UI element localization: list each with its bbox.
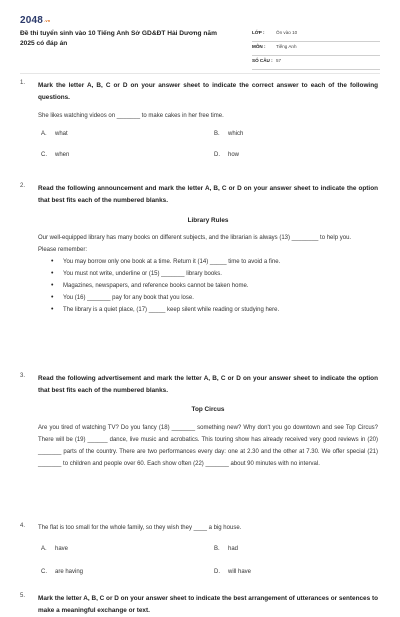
document-header <box>20 15 380 70</box>
question-body <box>38 593 378 617</box>
logo-text: 2048 <box>20 15 44 26</box>
option-text: which <box>228 131 244 137</box>
question-body <box>38 523 378 590</box>
option-b[interactable] <box>214 131 243 137</box>
bullet-icon: • <box>51 306 54 313</box>
question-number: 1. <box>20 80 26 86</box>
question-instruction: Read the following advertisement and mark the letter A, B, C or D on your answer sheet to indicate the option that best fits each of the numbered blanks. <box>38 375 378 394</box>
list-item <box>38 292 378 304</box>
list-item-text: You must not write, underline or (15) _______ library books. <box>63 271 222 277</box>
option-letter: A. <box>41 131 47 137</box>
passage-remember: Please remember: <box>38 247 88 253</box>
question-body <box>38 373 378 470</box>
question-number: 4. <box>20 523 26 529</box>
list-item <box>38 280 378 292</box>
bullet-icon: • <box>51 270 54 277</box>
option-text: will have <box>228 569 252 575</box>
question-number: 3. <box>20 373 26 379</box>
option-letter: A. <box>41 546 47 552</box>
meta-value: Ôn vào 10 <box>276 30 298 35</box>
option-c[interactable] <box>41 152 69 158</box>
option-a[interactable] <box>41 546 68 552</box>
option-text: what <box>55 131 68 137</box>
question-number: 2. <box>20 183 26 189</box>
option-text: how <box>228 152 240 158</box>
option-text: are having <box>55 569 84 575</box>
site-logo[interactable] <box>20 15 50 26</box>
option-c[interactable] <box>41 569 83 575</box>
question-sentence: She likes watching videos on _______ to make cakes in her free time. <box>38 113 224 119</box>
meta-row-subject <box>252 43 380 56</box>
meta-row-count <box>252 57 380 70</box>
logo-suffix: .vn <box>44 17 51 23</box>
option-text: when <box>55 152 70 158</box>
list-item-text: You may borrow only one book at a time. Return it (14) _____ time to avoid a fine. <box>63 259 281 265</box>
answer-options <box>38 131 378 175</box>
list-item <box>38 268 378 280</box>
bullet-icon: • <box>51 258 54 265</box>
meta-row-class <box>252 29 380 42</box>
option-text: have <box>55 546 69 552</box>
question-sentence: The flat is too small for the whole family, so they wish they ____ a big house. <box>38 525 242 531</box>
option-letter: B. <box>214 131 220 137</box>
meta-key: MÔN : <box>252 44 266 49</box>
answer-options <box>38 546 378 590</box>
bullet-icon: • <box>51 294 54 301</box>
list-item-text: You (16) _______ pay for any book that you lose. <box>63 295 194 301</box>
meta-key: SỐ CÂU : <box>252 58 273 63</box>
option-letter: D. <box>214 152 220 158</box>
question-body <box>38 183 378 316</box>
option-letter: B. <box>214 546 220 552</box>
passage-body: Are you tired of watching TV? Do you fancy (18) _______ something new? Why don't you go downtown and see Top Circus? There will be (19) ______ dance, live music and acrobatics. This touring show has already received very good reviews in (20) _______ parts of the country. There are two performances every day: one at 2.30 and the other at 7.30. We offer special (21) _______ to children and people over 60. Each show often (22) _______ about 90 minutes with no interval. <box>38 425 378 467</box>
option-letter: D. <box>214 569 220 575</box>
list-item <box>38 304 378 316</box>
option-letter: C. <box>41 569 47 575</box>
list-item-text: The library is a quiet place, (17) _____ keep silent while reading or studying here. <box>63 307 280 313</box>
list-item-text: Magazines, newspapers, and reference books cannot be taken home. <box>63 283 249 289</box>
passage-title: Library Rules <box>187 217 229 224</box>
option-a[interactable] <box>41 131 68 137</box>
option-text: had <box>228 546 239 552</box>
rules-list <box>38 256 378 316</box>
meta-value: Tiếng Anh <box>276 44 297 49</box>
header-divider <box>20 73 380 74</box>
question-instruction: Read the following announcement and mark the letter A, B, C or D on your answer sheet to indicate the option that best fits each of the numbered blanks. <box>38 185 378 204</box>
list-item <box>38 256 378 268</box>
question-instruction: Mark the letter A, B, C or D on your answer sheet to indicate the correct answer to each of the following questions. <box>38 82 378 101</box>
question-body <box>38 80 378 175</box>
question-number: 5. <box>20 593 26 599</box>
option-letter: C. <box>41 152 47 158</box>
meta-table <box>252 29 380 71</box>
option-b[interactable] <box>214 546 238 552</box>
passage-intro: Our well-equipped library has many books on different subjects, and the librarian is always (13) ________ to help you. <box>38 235 352 241</box>
question-instruction: Mark the letter A, B, C or D on your answer sheet to indicate the best arrangement of utterances or sentences to make a meaningful exchange or text. <box>38 595 378 614</box>
meta-key: LỚP : <box>252 30 265 35</box>
option-d[interactable] <box>214 569 251 575</box>
bullet-icon: • <box>51 282 54 289</box>
option-d[interactable] <box>214 152 239 158</box>
document-title: Đề thi tuyển sinh vào 10 Tiếng Anh Sở GD&ĐT Hải Dương năm 2025 có đáp án <box>20 30 217 47</box>
passage-title: Top Circus <box>191 406 225 413</box>
meta-value: 57 <box>276 58 282 63</box>
